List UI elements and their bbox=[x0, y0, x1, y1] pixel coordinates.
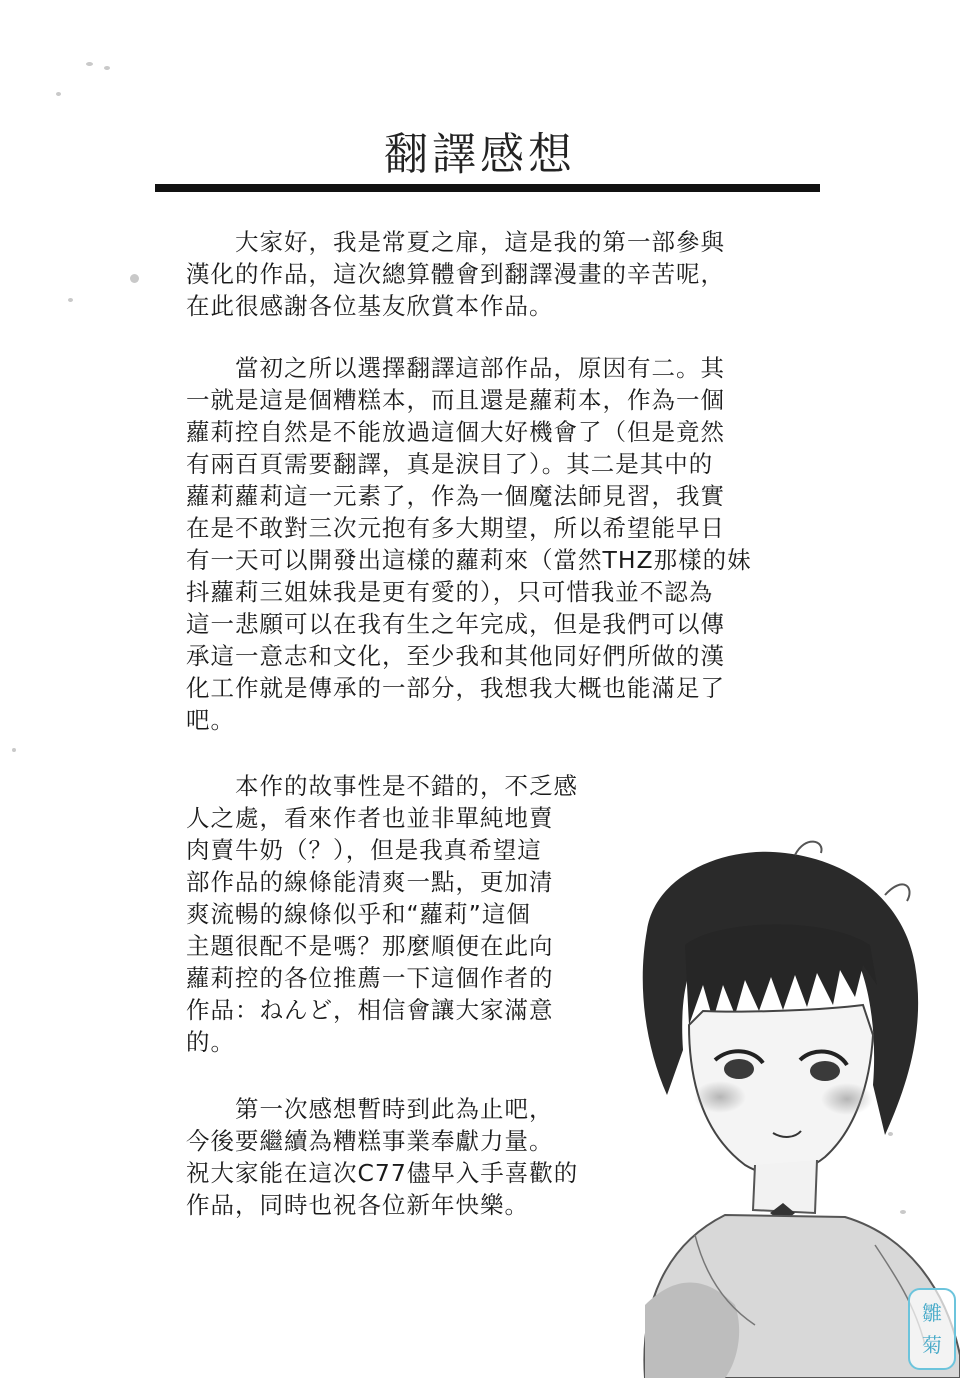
stamp-char: 菊 bbox=[922, 1333, 942, 1357]
paragraph-reasons: 當初之所以選擇翻譯這部作品，原因有二。其 一就是這是個糟糕本，而且還是蘿莉本，作為一個 蘿莉控自然是不能放過這個大好機會了（但是竟然 有兩百頁需要翻譯，真是淚目了）。其二是其中的 蘿莉蘿莉這一元素了，作為一個魔法師見習，我實 在是不敢對三次元抱有多大期望，所以希望能早日 有一天可以開發出這樣的蘿莉來（當然THZ那樣的妹 抖蘿莉三姐妹我是更有愛的），只可惜我並不認為 這一悲願可以在我有生之年完成，但是我們可以傳 承這一意志和文化，至少我和其他同好們所做的漢 化工作就是傳承的一部分，我想我大概也能滿足了 吧。 bbox=[186, 354, 752, 734]
paragraph-greeting: 大家好，我是常夏之扉，這是我的第一部參與 漢化的作品，這次總算體會到翻譯漫畫的辛苦呢， 在此很感謝各位基友欣賞本作品。 bbox=[186, 228, 725, 320]
paper-speck bbox=[56, 92, 61, 96]
paper-speck bbox=[130, 274, 139, 283]
paper-speck bbox=[104, 66, 110, 70]
page-title: 翻譯感想 bbox=[384, 129, 576, 180]
paper-speck bbox=[86, 62, 93, 66]
paper-speck bbox=[12, 748, 16, 752]
paper-speck bbox=[68, 298, 73, 302]
stamp-char: 雛 bbox=[922, 1301, 942, 1325]
paragraph-closing: 第一次感想暫時到此為止吧， 今後要繼續為糟糕事業奉獻力量。 祝大家能在這次C77儘早入手喜歡的 作品，同時也祝各位新年快樂。 bbox=[186, 1095, 579, 1219]
group-stamp-icon bbox=[908, 1288, 956, 1370]
title-divider bbox=[155, 184, 820, 192]
paragraph-review: 本作的故事性是不錯的，不乏感 人之處，看來作者也並非單純地賣 肉賣牛奶（？），但是我真希望這 部作品的線條能清爽一點，更加清 爽流暢的線條似乎和“蘿莉”這個 主題很配不是嗎？那麼順便在此向 蘿莉控的各位推薦一下這個作者的 作品：ねんど，相信會讓大家滿意 的。 bbox=[186, 772, 578, 1056]
anime-girl-illustration bbox=[585, 835, 960, 1378]
